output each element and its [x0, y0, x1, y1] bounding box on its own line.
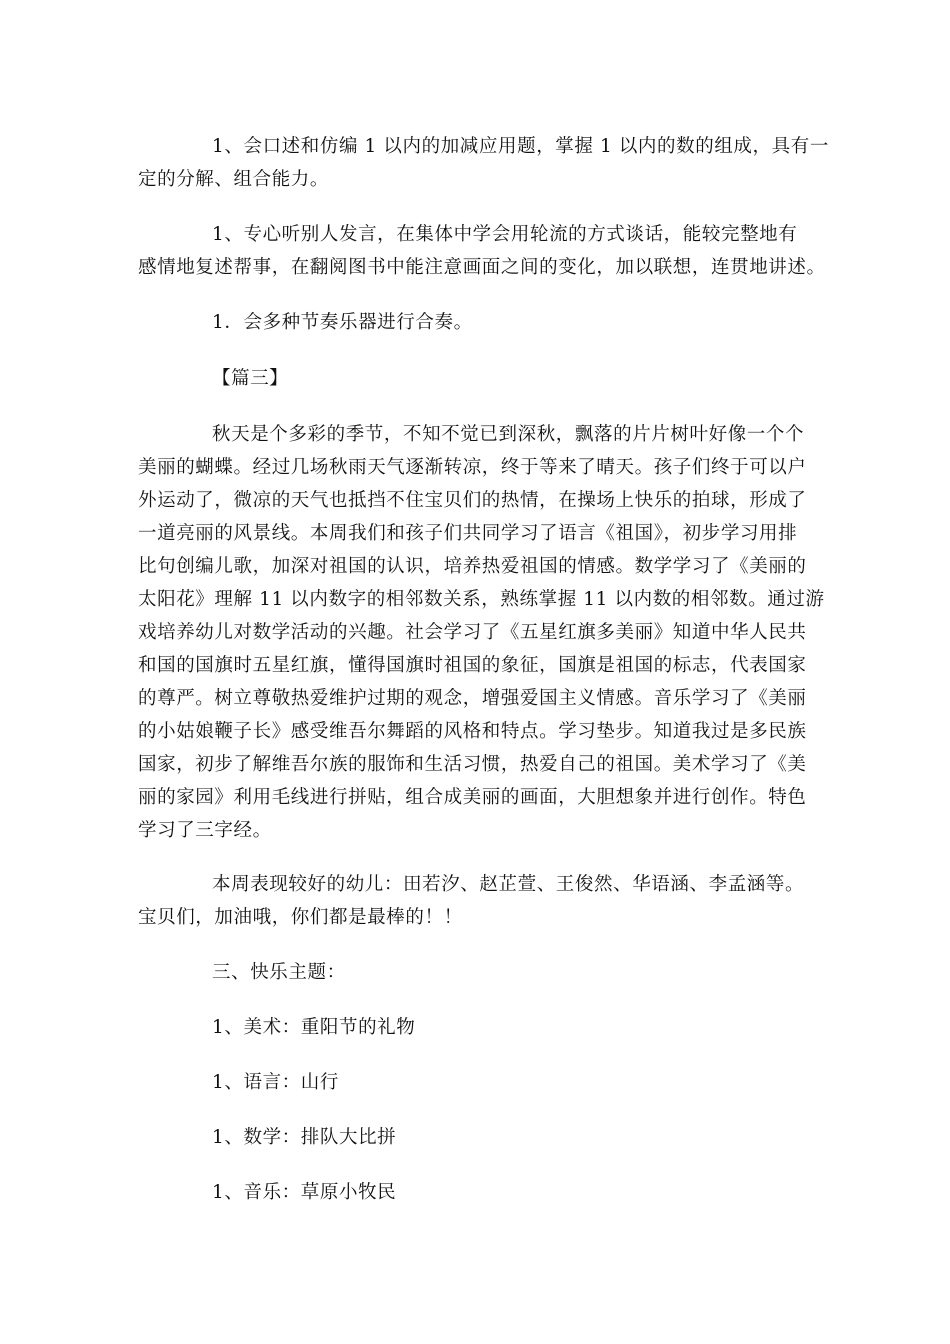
- paragraph-music-goal: [138, 306, 820, 339]
- text-line: 本周表现较好的幼儿：田若汐、赵芷萱、王俊然、华语涵、李孟涵等。: [212, 874, 805, 895]
- paragraph-language-goal: [138, 218, 826, 284]
- text-line: 1、音乐：草原小牧民: [212, 1182, 397, 1203]
- text-line: 外运动了，微凉的天气也抵挡不住宝贝们的热情，在操场上快乐的拍球，形成了: [138, 490, 807, 511]
- text-line: 感情地复述帮事，在翻阅图书中能注意画面之间的变化，加以联想，连贯地讲述。: [138, 257, 826, 278]
- section-heading: [138, 362, 820, 395]
- text-line: 1、美术：重阳节的礼物: [212, 1017, 416, 1038]
- text-line: 1、专心听别人发言，在集体中学会用轮流的方式谈话，能较完整地有: [212, 224, 798, 245]
- text-line: 学习了三字经。: [138, 820, 272, 841]
- theme-item-math: [138, 1121, 820, 1154]
- text-line: 1、语言：山行: [212, 1072, 339, 1093]
- theme-item-art: [138, 1011, 820, 1044]
- text-line: 国家，初步了解维吾尔族的服饰和生活习惯，热爱自己的祖国。美术学习了《美: [138, 754, 807, 775]
- text-line: 美丽的蝴蝶。经过几场秋雨天气逐渐转凉，终于等来了晴天。孩子们终于可以户: [138, 457, 807, 478]
- text-line: 太阳花》理解 11 以内数字的相邻数关系，熟练掌握 11 以内数的相邻数。通过游: [138, 589, 825, 610]
- paragraph-weekly-summary: [138, 418, 825, 847]
- text-line: 一道亮丽的风景线。本周我们和孩子们共同学习了语言《祖国》，初步学习用排: [138, 523, 798, 544]
- happy-theme-heading: [138, 956, 820, 989]
- theme-item-music: [138, 1176, 820, 1209]
- text-line: 宝贝们，加油哦，你们都是最棒的！！: [138, 907, 463, 928]
- text-line: 的小姑娘鞭子长》感受维吾尔舞蹈的风格和特点。学习垫步。知道我过是多民族: [138, 721, 807, 742]
- text-line: 的尊严。树立尊敬热爱维护过期的观念，增强爱国主义情感。音乐学习了《美丽: [138, 688, 807, 709]
- text-line: 丽的家园》利用毛线进行拼贴，组合成美丽的画面，大胆想象并进行创作。特色: [138, 787, 807, 808]
- text-line: 定的分解、组合能力。: [138, 169, 330, 190]
- paragraph-good-children: [138, 868, 820, 934]
- text-line: 三、快乐主题：: [212, 962, 346, 983]
- theme-item-language: [138, 1066, 820, 1099]
- text-line: 秋天是个多彩的季节，不知不觉已到深秋，飘落的片片树叶好像一个个: [212, 424, 805, 445]
- text-line: 和国的国旗时五星红旗，懂得国旗时祖国的象征，国旗是祖国的标志，代表国家: [138, 655, 807, 676]
- text-line: 1、会口述和仿编 1 以内的加减应用题，掌握 1 以内的数的组成，具有一: [212, 136, 829, 157]
- text-line: 1．会多种节奏乐器进行合奏。: [212, 312, 473, 333]
- text-line: 戏培养幼儿对数学活动的兴趣。社会学习了《五星红旗多美丽》知道中华人民共: [138, 622, 807, 643]
- text-line: 【篇三】: [212, 368, 289, 389]
- text-line: 1、数学：排队大比拼: [212, 1127, 397, 1148]
- paragraph-math-goal: [138, 130, 829, 196]
- text-line: 比句创编儿歌，加深对祖国的认识，培养热爱祖国的情感。数学学习了《美丽的: [138, 556, 807, 577]
